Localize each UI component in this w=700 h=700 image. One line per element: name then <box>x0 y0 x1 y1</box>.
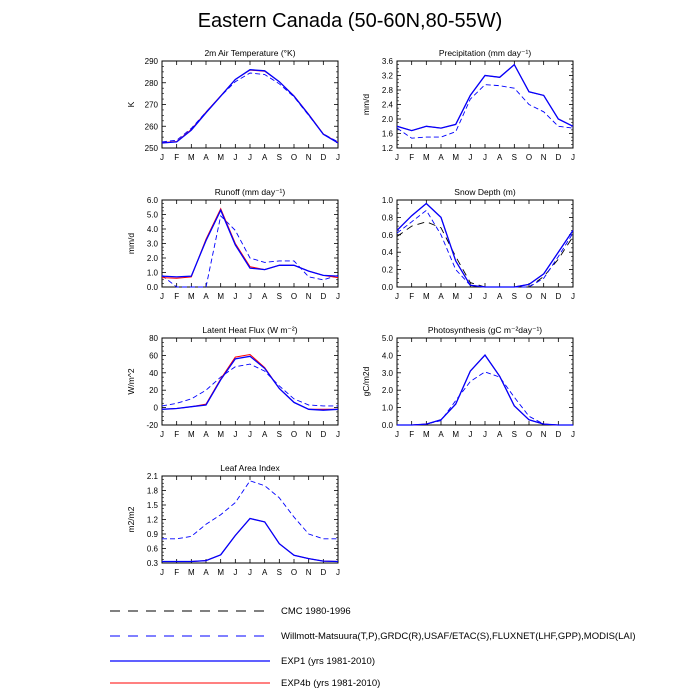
x-tick-label: J <box>395 153 399 162</box>
plot-frame <box>162 61 338 148</box>
x-tick-label: J <box>336 568 340 577</box>
series-line-exp4b <box>162 355 338 410</box>
x-tick-label: N <box>305 153 312 162</box>
series-line-exp1 <box>162 70 338 143</box>
y-tick-label: 280 <box>144 78 158 88</box>
x-tick-label: M <box>187 153 195 162</box>
y-tick-label: 2.0 <box>381 386 393 396</box>
x-tick-label: M <box>422 292 430 301</box>
x-tick-label: J <box>248 430 252 439</box>
series-line-exp4b <box>397 204 573 288</box>
x-tick-label: S <box>276 153 283 162</box>
x-tick-label: D <box>320 430 327 439</box>
series-line-exp1 <box>397 204 573 288</box>
y-tick-label: 20 <box>149 386 158 396</box>
x-tick-label: F <box>174 153 180 162</box>
x-tick-label: A <box>203 568 209 577</box>
y-tick-label: 60 <box>149 351 158 361</box>
chart-panel-1 <box>126 48 340 162</box>
x-tick-label: S <box>276 292 283 301</box>
x-tick-label: D <box>555 153 562 162</box>
y-tick-label: 0.0 <box>381 421 393 430</box>
panel-title: Leaf Area Index <box>220 463 280 473</box>
series-line-obs <box>162 364 338 406</box>
x-tick-label: M <box>217 292 225 301</box>
series-line-exp1 <box>162 210 338 277</box>
x-tick-label: S <box>511 153 518 162</box>
y-tick-label: 1.5 <box>146 501 158 510</box>
legend-item-obs <box>110 631 636 642</box>
x-tick-label: A <box>438 430 444 439</box>
y-tick-label: 4.0 <box>146 225 158 234</box>
series-line-obs <box>397 210 573 287</box>
x-tick-label: N <box>540 292 547 301</box>
series-line-exp4b <box>397 355 573 425</box>
legend-item-exp1 <box>110 656 375 667</box>
x-tick-label: J <box>160 153 164 162</box>
x-tick-label: M <box>452 430 460 439</box>
y-tick-label: 2.4 <box>381 100 393 110</box>
x-tick-label: J <box>233 568 238 577</box>
y-tick-label: 260 <box>144 122 158 132</box>
x-tick-label: M <box>452 292 460 301</box>
panel-title: 2m Air Temperature (°K) <box>204 48 296 58</box>
chart-panel-6 <box>361 325 575 439</box>
y-tick-label: 6.0 <box>146 196 158 205</box>
series-line-obs <box>162 481 338 539</box>
x-tick-label: O <box>525 292 533 301</box>
x-tick-label: J <box>160 430 164 439</box>
x-tick-label: J <box>233 153 238 162</box>
x-tick-label: D <box>555 430 562 439</box>
y-tick-label: 0.9 <box>146 530 158 539</box>
y-axis-label: K <box>126 101 136 108</box>
y-tick-label: 3.0 <box>146 239 158 249</box>
legend <box>110 606 636 689</box>
y-tick-label: 1.8 <box>146 486 158 496</box>
y-tick-label: 0 <box>153 403 158 413</box>
series-line-obs <box>397 85 573 139</box>
x-tick-label: J <box>571 292 575 301</box>
y-axis-label: m2/m2 <box>126 506 136 533</box>
x-tick-label: J <box>468 292 473 301</box>
y-tick-label: 270 <box>144 100 158 110</box>
x-tick-label: N <box>305 568 312 577</box>
x-tick-label: D <box>555 292 562 301</box>
y-tick-label: 1.2 <box>146 515 158 525</box>
panel-title: Photosynthesis (gC m⁻²day⁻¹) <box>427 325 543 335</box>
chart-panel-5 <box>126 325 340 439</box>
x-tick-label: N <box>540 430 547 439</box>
y-tick-label: 1.6 <box>381 129 393 139</box>
y-axis-label: W/m^2 <box>126 368 136 395</box>
series-line-exp1 <box>397 355 573 425</box>
y-tick-label: 5.0 <box>146 210 158 220</box>
x-tick-label: J <box>483 292 487 301</box>
y-tick-label: 1.0 <box>146 268 158 278</box>
y-tick-label: 80 <box>149 334 158 343</box>
x-tick-label: A <box>438 292 444 301</box>
x-tick-label: A <box>438 153 444 162</box>
x-tick-label: J <box>395 430 399 439</box>
x-tick-label: M <box>187 430 195 439</box>
x-tick-label: O <box>525 430 533 439</box>
x-tick-label: O <box>290 568 298 577</box>
series-line-exp1 <box>397 65 573 131</box>
x-tick-label: A <box>261 292 268 301</box>
x-tick-label: J <box>336 430 340 439</box>
x-tick-label: M <box>217 153 225 162</box>
y-tick-label: 2.8 <box>381 86 393 95</box>
legend-label: Willmott-Matsuura(T,P),GRDC(R),USAF/ETAC(S),FLUXNET(LHF,GPP),MODIS(LAI) <box>281 631 636 642</box>
x-tick-label: M <box>422 430 430 439</box>
legend-label: EXP4b (yrs 1981-2010) <box>281 678 381 689</box>
x-tick-label: N <box>305 292 312 301</box>
x-tick-label: J <box>571 430 575 439</box>
y-tick-label: 250 <box>144 144 158 153</box>
y-tick-label: 4.0 <box>381 351 393 361</box>
x-tick-label: F <box>409 292 415 301</box>
x-tick-label: A <box>496 430 503 439</box>
x-tick-label: M <box>422 153 430 162</box>
x-tick-label: J <box>483 430 487 439</box>
x-tick-label: F <box>409 430 415 439</box>
x-tick-label: A <box>203 292 209 301</box>
x-tick-label: O <box>525 153 533 162</box>
x-tick-label: J <box>336 153 340 162</box>
x-tick-label: J <box>160 292 164 301</box>
panel-title: Latent Heat Flux (W m⁻²) <box>202 325 298 335</box>
x-tick-label: M <box>452 153 460 162</box>
series-line-cmc <box>397 222 573 287</box>
x-tick-label: M <box>217 430 225 439</box>
x-tick-label: J <box>395 292 399 301</box>
x-tick-label: J <box>468 153 473 162</box>
legend-item-cmc <box>110 606 351 617</box>
x-tick-label: J <box>233 292 238 301</box>
x-tick-label: O <box>290 153 298 162</box>
y-tick-label: 0.8 <box>381 213 393 223</box>
x-tick-label: J <box>248 292 252 301</box>
x-tick-label: S <box>511 292 518 301</box>
x-tick-label: A <box>261 430 268 439</box>
y-tick-label: 2.0 <box>146 254 158 263</box>
y-tick-label: 0.6 <box>381 230 393 240</box>
series-line-obs <box>397 372 573 425</box>
y-tick-label: 3.2 <box>381 71 393 81</box>
y-tick-label: 40 <box>149 368 158 378</box>
x-tick-label: A <box>261 568 268 577</box>
x-tick-label: F <box>174 292 180 301</box>
y-tick-label: 0.6 <box>146 544 158 554</box>
y-tick-label: 2.0 <box>381 115 393 124</box>
x-tick-label: S <box>511 430 518 439</box>
x-tick-label: F <box>174 430 180 439</box>
chart-panel-2 <box>361 48 575 162</box>
chart-panel-3 <box>126 187 340 301</box>
y-tick-label: 3.0 <box>381 368 393 378</box>
x-tick-label: D <box>320 568 327 577</box>
x-tick-label: J <box>336 292 340 301</box>
x-tick-label: S <box>276 430 283 439</box>
panel-title: Runoff (mm day⁻¹) <box>214 187 286 197</box>
x-tick-label: J <box>483 153 487 162</box>
y-axis-label: mm/d <box>361 93 371 116</box>
y-tick-label: 1.2 <box>381 144 393 153</box>
legend-label: CMC 1980-1996 <box>281 606 351 617</box>
y-tick-label: 5.0 <box>381 334 393 343</box>
y-tick-label: 0.0 <box>146 283 158 292</box>
y-tick-label: 1.0 <box>381 403 393 413</box>
y-tick-label: 0.2 <box>381 265 393 275</box>
x-tick-label: A <box>203 153 209 162</box>
x-tick-label: J <box>248 153 252 162</box>
figure-title: Eastern Canada (50-60N,80-55W) <box>197 10 503 32</box>
x-tick-label: J <box>468 430 473 439</box>
y-tick-label: 1.0 <box>381 196 393 205</box>
x-tick-label: O <box>290 430 298 439</box>
x-tick-label: A <box>261 153 268 162</box>
y-tick-label: 0.4 <box>381 248 393 258</box>
plot-frame <box>162 338 338 425</box>
y-tick-label: 3.6 <box>381 57 393 66</box>
x-tick-label: D <box>320 292 327 301</box>
x-tick-label: D <box>320 153 327 162</box>
plot-frame <box>397 61 573 148</box>
panel-title: Snow Depth (m) <box>454 187 516 197</box>
y-tick-label: -20 <box>146 421 158 430</box>
x-tick-label: M <box>187 568 195 577</box>
y-tick-label: 0.0 <box>381 283 393 292</box>
legend-item-exp4b <box>110 678 380 689</box>
x-tick-label: A <box>203 430 209 439</box>
x-tick-label: J <box>571 153 575 162</box>
y-axis-label: gC/m2d <box>361 366 371 397</box>
series-line-exp1 <box>162 519 338 562</box>
x-tick-label: A <box>496 292 503 301</box>
y-tick-label: 2.1 <box>146 472 158 481</box>
x-tick-label: M <box>217 568 225 577</box>
x-tick-label: J <box>248 568 252 577</box>
x-tick-label: O <box>290 292 298 301</box>
x-tick-label: F <box>174 568 180 577</box>
x-tick-label: J <box>160 568 164 577</box>
series-line-exp4b <box>162 519 338 562</box>
series-line-exp4b <box>397 65 573 131</box>
y-tick-label: 0.3 <box>146 559 158 568</box>
chart-panel-4 <box>382 187 575 301</box>
legend-label: EXP1 (yrs 1981-2010) <box>281 656 375 667</box>
y-tick-label: 290 <box>144 57 158 66</box>
chart-panel-7 <box>126 463 340 577</box>
x-tick-label: N <box>305 430 312 439</box>
plot-frame <box>162 476 338 563</box>
x-tick-label: F <box>409 153 415 162</box>
x-tick-label: A <box>496 153 503 162</box>
y-axis-label: mm/d <box>126 232 136 255</box>
x-tick-label: S <box>276 568 283 577</box>
plot-frame <box>162 200 338 287</box>
x-tick-label: J <box>233 430 238 439</box>
plot-frame <box>397 338 573 425</box>
x-tick-label: N <box>540 153 547 162</box>
x-tick-label: M <box>187 292 195 301</box>
panel-title: Precipitation (mm day⁻¹) <box>438 48 532 58</box>
